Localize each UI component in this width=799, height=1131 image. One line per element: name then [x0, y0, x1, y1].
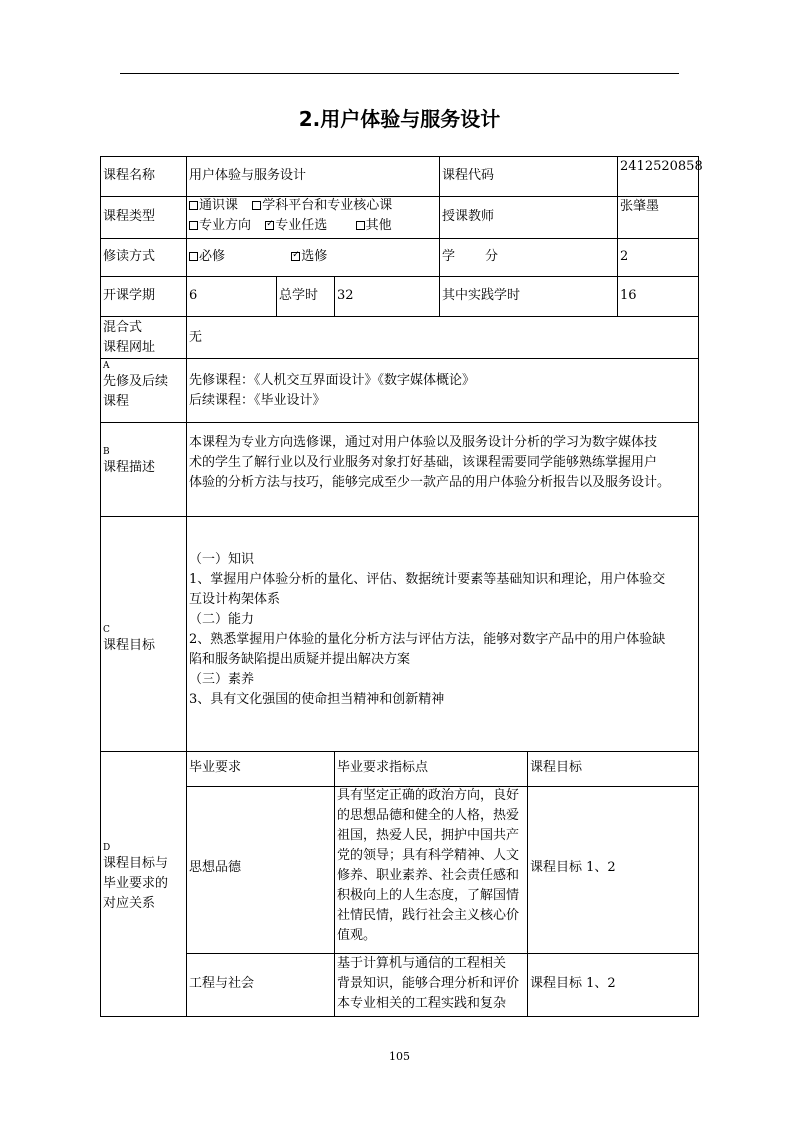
course-name-value: 用户体验与服务设计 [189, 168, 307, 183]
goal-line: 互设计构架体系 [189, 592, 281, 607]
teacher-value: 张肇墨 [620, 199, 660, 214]
course-type-options [189, 196, 392, 236]
checkbox-icon [356, 221, 365, 230]
study-mode-options [189, 247, 327, 267]
desc-line: 本课程为专业方向选修课，通过对用户体验以及服务设计分析的学习为数字媒体技 [189, 435, 658, 450]
mapping-req: 思想品德 [189, 860, 242, 875]
study-mode-option: ✓ 选修 [291, 249, 327, 264]
course-description [189, 433, 698, 493]
goal-line: 2、熟悉掌握用户体验的量化分析方法与评估方法，能够对数字产品中的用户体验缺 [189, 632, 666, 647]
goal-line: 1、掌握用户体验分析的量化、评估、数据统计要素等基础知识和理论，用户体验交 [189, 572, 666, 587]
teacher-label: 授课教师 [442, 209, 495, 224]
mapping-goal: 课程目标 1、2 [530, 860, 616, 875]
total-hours-value: 32 [337, 288, 354, 303]
desc-label: B 课程描述 [103, 447, 156, 475]
mapping-label: D 课程目标与 毕业要求的 对应关系 [103, 843, 169, 911]
page-title: 2.用户体验与服务设计 [298, 107, 501, 131]
goal-line: （一）知识 [189, 552, 255, 567]
checkbox-icon [252, 201, 261, 210]
study-mode-option: 必修 [189, 249, 225, 264]
course-type-label: 课程类型 [103, 209, 156, 224]
semester-value: 6 [189, 288, 198, 303]
course-type-option: 其他 [356, 218, 392, 233]
goal-line: （二）能力 [189, 612, 255, 627]
course-type-option: 专业方向 [189, 218, 251, 233]
page-number: 105 [389, 1050, 410, 1063]
credit-value: 2 [620, 249, 629, 264]
course-type-option: 通识课 [189, 198, 238, 213]
checked-checkbox-icon [265, 221, 274, 230]
goal-label: C 课程目标 [103, 625, 156, 653]
desc-line: 体验的分析方法与技巧，能够完成至少一款产品的用户体验分析报告以及服务设计。 [189, 475, 671, 490]
blended-url-label: 混合式 课程网址 [103, 320, 156, 355]
goal-line: 陷和服务缺陷提出质疑并提出解决方案 [189, 652, 411, 667]
mapping-header-goal: 课程目标 [530, 760, 583, 775]
prereq-courses: 先修课程：《人机交互界面设计》《数字媒体概论》 后续课程：《毕业设计》 [189, 373, 476, 408]
mapping-indicator: 具有坚定正确的政治方向，良好 的思想品德和健全的人格，热爱 祖国，热爱人民，拥护中国共产 党的领导；具有科学精神、人文 修养、职业素养、社会责任感和 积极向上的人生态度，了解国情 社情民情，践行社会主义核心价 值观。 [337, 788, 520, 943]
checkbox-icon [189, 201, 198, 210]
mapping-header-req: 毕业要求 [189, 760, 242, 775]
course-name-label: 课程名称 [103, 168, 156, 183]
credit-label: 学 分 [442, 249, 499, 264]
mapping-req: 工程与社会 [189, 976, 255, 991]
checked-checkbox-icon [291, 252, 300, 261]
header-rule [120, 73, 679, 74]
course-type-option: 学科平台和专业核心课 [252, 198, 392, 213]
semester-label: 开课学期 [103, 288, 156, 303]
total-hours-label: 总学时 [279, 288, 319, 303]
course-code-value: 2412520858 [620, 159, 703, 174]
checkbox-icon [189, 252, 198, 261]
practice-hours-label: 其中实践学时 [442, 288, 521, 303]
goal-line: 3、具有文化强国的使命担当精神和创新精神 [189, 692, 445, 707]
course-goals [189, 550, 698, 710]
course-type-option: ✓ 专业任选 [265, 218, 327, 233]
mapping-goal: 课程目标 1、2 [530, 976, 616, 991]
course-code-label: 课程代码 [442, 168, 495, 183]
mapping-indicator: 基于计算机与通信的工程相关 背景知识，能够合理分析和评价 本专业相关的工程实践和复杂 [337, 956, 520, 1011]
study-mode-label: 修读方式 [103, 249, 156, 264]
mapping-header-indicator: 毕业要求指标点 [337, 760, 429, 775]
practice-hours-value: 16 [620, 288, 637, 303]
goal-line: （三）素养 [189, 672, 255, 687]
blended-url-value: 无 [189, 330, 203, 345]
checkbox-icon [189, 221, 198, 230]
desc-line: 术的学生了解行业以及行业服务对象打好基础，该课程需要同学能够熟练掌握用户 [189, 455, 658, 470]
prereq-label: A 先修及后续 课程 [103, 361, 169, 409]
